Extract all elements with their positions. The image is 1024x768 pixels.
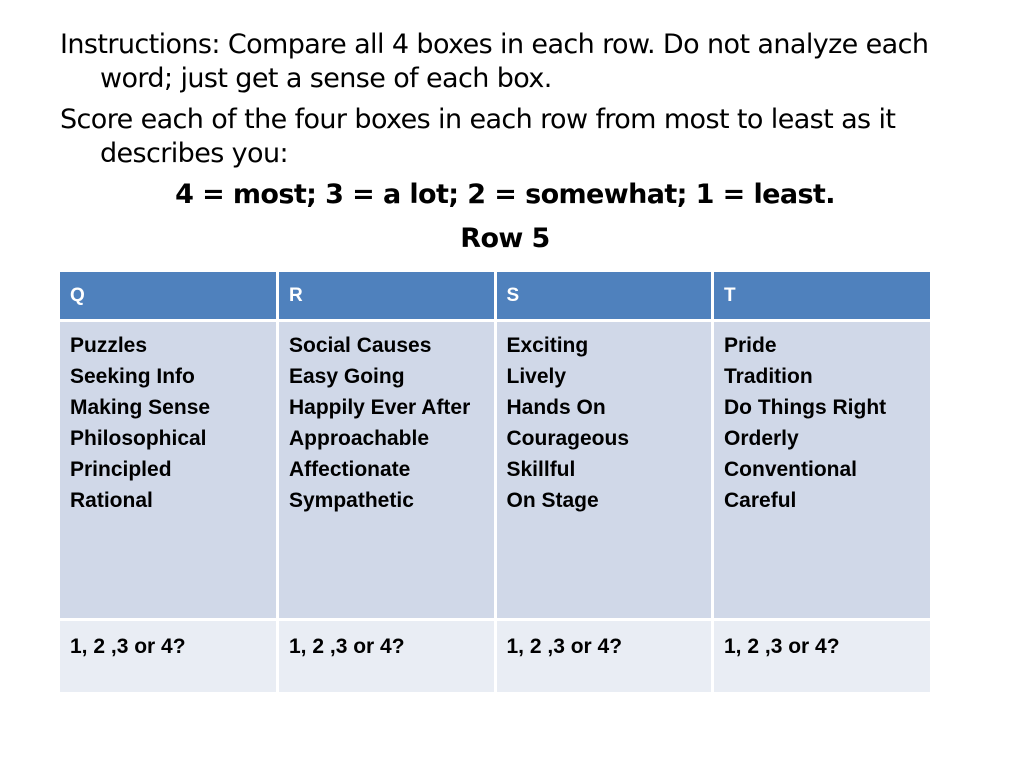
word-item: Sympathetic	[289, 489, 414, 512]
word-box-s	[495, 321, 713, 620]
column-header-q: Q	[60, 272, 278, 321]
word-item: Philosophical	[70, 427, 207, 450]
word-item: Affectionate	[289, 458, 411, 481]
column-header-r: R	[278, 272, 496, 321]
score-cell-q: 1, 2 ,3 or 4?	[60, 620, 278, 693]
score-cell-t: 1, 2 ,3 or 4?	[713, 620, 931, 693]
scoring-text: Score each of the four boxes in each row from most to least as it describes you:	[60, 104, 896, 169]
word-item: Rational	[70, 489, 153, 512]
word-item: Principled	[70, 458, 172, 481]
instructions-block	[60, 28, 970, 256]
word-item: Seeking Info	[70, 365, 195, 388]
word-item: Conventional	[724, 458, 858, 481]
word-item: Exciting	[506, 334, 589, 357]
word-item: Easy Going	[289, 365, 405, 388]
word-box-r	[278, 321, 496, 620]
word-item: Social Causes	[289, 334, 432, 357]
word-item: Pride	[724, 334, 777, 357]
score-cell-r: 1, 2 ,3 or 4?	[278, 620, 496, 693]
score-cell-s: 1, 2 ,3 or 4?	[495, 620, 713, 693]
word-box-q	[60, 321, 278, 620]
word-box-t	[713, 321, 931, 620]
score-row	[60, 620, 930, 693]
word-item: Making Sense	[70, 396, 211, 419]
word-item: Hands On	[506, 396, 606, 419]
column-header-s: S	[495, 272, 713, 321]
word-item: Courageous	[506, 427, 630, 450]
scale-legend: 4 = most; 3 = a lot; 2 = somewhat; 1 = least.	[175, 179, 835, 210]
column-header-t: T	[713, 272, 931, 321]
word-item: On Stage	[506, 489, 599, 512]
word-item: Do Things Right	[724, 396, 887, 419]
word-item: Happily Ever After	[289, 396, 471, 419]
word-item: Careful	[724, 489, 797, 512]
words-row	[60, 321, 930, 620]
word-item: Tradition	[724, 365, 813, 388]
word-item: Orderly	[724, 427, 799, 450]
word-item: Approachable	[289, 427, 430, 450]
header-row	[60, 272, 930, 321]
scoring-table	[60, 272, 930, 692]
instructions-text: Instructions: Compare all 4 boxes in each row. Do not analyze each word; just get a sense of each box.	[60, 29, 929, 94]
word-item: Puzzles	[70, 334, 148, 357]
word-item: Lively	[506, 365, 567, 388]
word-item: Skillful	[506, 458, 576, 481]
row-title: Row 5	[460, 223, 550, 254]
